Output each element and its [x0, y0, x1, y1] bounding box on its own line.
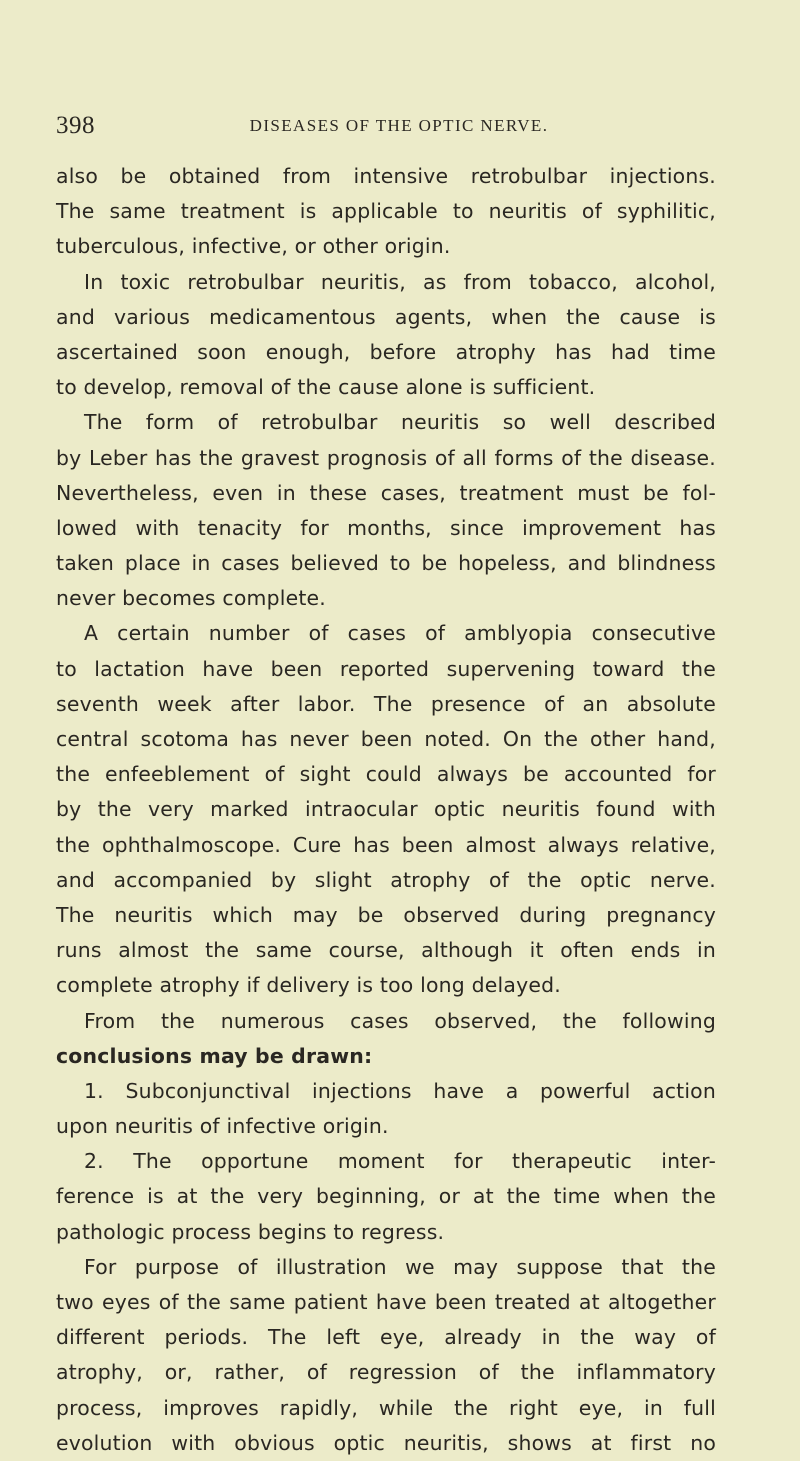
text-line: pathologic process begins to regress.	[56, 1219, 445, 1244]
text-line: the ophthalmoscope. Cure has been almost always relative,	[56, 832, 716, 857]
body-text	[56, 159, 716, 1461]
text-line: The form of retrobulbar neuritis so well described	[84, 410, 716, 435]
text-line: 1. Subconjunctival injections have a powerful action	[84, 1078, 716, 1103]
text-line: 2. The opportune moment for therapeutic inter-	[84, 1149, 716, 1174]
text-line: Nevertheless, even in these cases, treatment must be fol-	[56, 480, 716, 505]
text-line: to develop, removal of the cause alone is sufficient.	[56, 375, 596, 400]
text-line: two eyes of the same patient have been treated at altogether	[56, 1290, 716, 1314]
text-line: lowed with tenacity for months, since improvement has	[56, 515, 716, 540]
text-line: ascertained soon enough, before atrophy has had time	[56, 339, 716, 364]
text-line: For purpose of illustration we may suppose that the	[84, 1254, 716, 1279]
text-line: and accompanied by slight atrophy of the optic nerve.	[56, 867, 716, 892]
text-line: In toxic retrobulbar neuritis, as from tobacco, alcohol,	[84, 269, 716, 294]
text-line: A certain number of cases of amblyopia consecutive	[84, 621, 716, 646]
text-line: atrophy, or, rather, of regression of the inflammatory	[56, 1360, 716, 1385]
text-line: From the numerous cases observed, the following	[84, 1008, 716, 1033]
text-line: central scotoma has never been noted. On the other hand,	[56, 727, 716, 751]
text-line: also be obtained from intensive retrobulbar injections.	[56, 164, 716, 188]
text-line: the enfeeblement of sight could always be accounted for	[56, 762, 716, 787]
text-line: never becomes complete.	[56, 586, 326, 611]
text-line: by the very marked intraocular optic neuritis found with	[56, 797, 716, 822]
page-number: 398	[56, 112, 95, 139]
text-line: process, improves rapidly, while the right eye, in full	[56, 1395, 716, 1420]
text-line: The neuritis which may be observed during pregnancy	[56, 902, 716, 927]
text-line: taken place in cases believed to be hopeless, and blindness	[56, 551, 716, 576]
text-line: by Leber has the gravest prognosis of all forms of the disease.	[56, 445, 716, 470]
text-line: The same treatment is applicable to neuritis of syphilitic,	[56, 199, 716, 224]
text-line: ference is at the very beginning, or at the time when the	[56, 1184, 716, 1209]
running-head: DISEASES OF THE OPTIC NERVE.	[249, 116, 549, 135]
text-line: different periods. The left eye, already in the way of	[56, 1325, 716, 1350]
text-line: seventh week after labor. The presence of an absolute	[56, 691, 716, 716]
text-line: evolution with obvious optic neuritis, shows at first no	[56, 1430, 716, 1455]
text-line: and various medicamentous agents, when the cause is	[56, 304, 716, 329]
text-line: complete atrophy if delivery is too long delayed.	[56, 973, 561, 998]
text-line: upon neuritis of infective origin.	[56, 1114, 389, 1139]
text-line: conclusions may be drawn:	[56, 1043, 373, 1068]
text-line: to lactation have been reported supervening toward the	[56, 656, 716, 681]
text-line: runs almost the same course, although it often ends in	[56, 938, 716, 963]
page-header	[56, 112, 716, 146]
text-line: tuberculous, infective, or other origin.	[56, 234, 451, 259]
